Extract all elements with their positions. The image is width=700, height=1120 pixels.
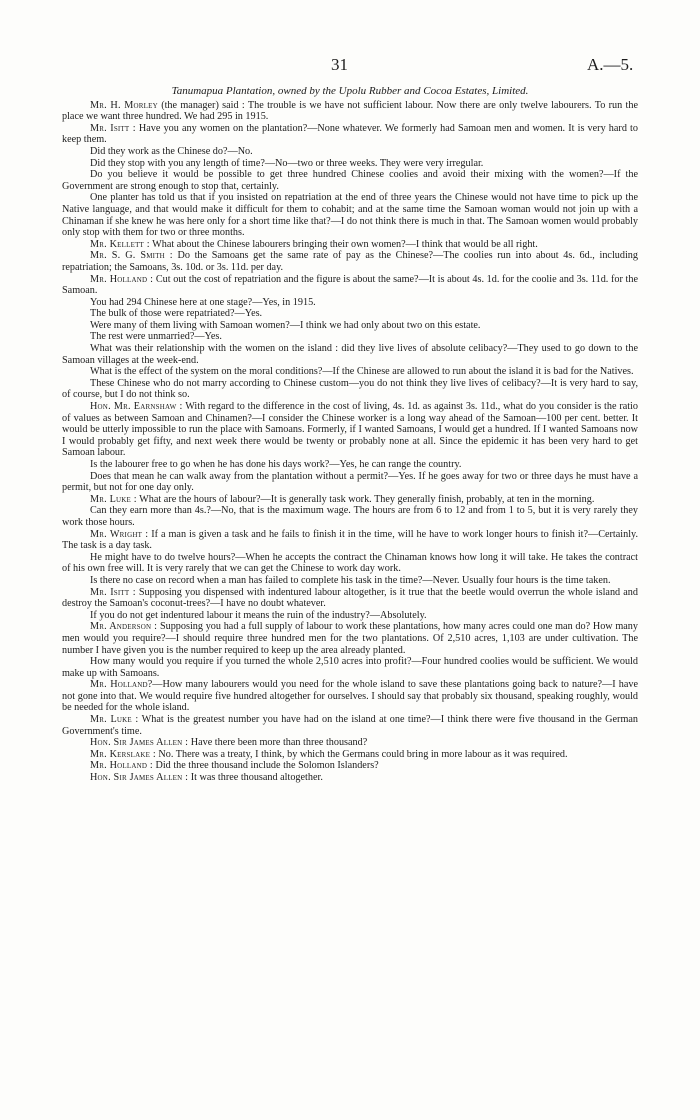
paragraph-text: He might have to do twelve hours?—When he accepts the contract the Chinaman knows how long it will take. He takes the contract of his own free will. It is very rarely that we can get the Chinese to work day work. (62, 551, 638, 575)
paragraph-text: If you do not get indentured labour it means the ruin of the industry?—Absolutely. (90, 609, 427, 621)
speaker-name: Hon. Mr. Earnshaw : (90, 401, 183, 413)
paragraph-text: Did they stop with you any length of time?—No—two or three weeks. They were very irregular. (90, 157, 484, 169)
paragraph-text: What are the hours of labour?—It is generally task work. They generally finish, probably, at ten in the morning. (136, 493, 595, 505)
paragraph-text: Were many of them living with Samoan women?—I think we had only about two on this estate. (90, 319, 481, 331)
paragraph (62, 760, 638, 772)
paragraph-text: One planter has told us that if you insisted on repatriation at the end of three years the Chinese would not have time to pick up the Native language, and that would make it difficult for them to cohabit; and at the same time the Samoan woman would not join up with a Chinaman if she knew he was here only for a short time like that?—I do not think there is much in that. The Samoan women would probably only stop with them for two or three months. (62, 192, 638, 239)
speaker-name: Mr. Isitt : (90, 586, 136, 598)
speaker-name: Mr. Holland (90, 679, 148, 691)
paragraph (62, 679, 638, 714)
paragraph-text: No. There was a treaty, I think, by which the Germans could bring in more labour as it was required. (155, 748, 568, 760)
paragraph (62, 749, 638, 761)
speaker-name: Mr. Holland : (90, 273, 154, 285)
document-reference: A.—5. (587, 55, 634, 74)
paragraph (62, 366, 638, 378)
page-number: 31 (331, 55, 348, 74)
paragraph (62, 239, 638, 251)
paragraph (62, 459, 638, 471)
paragraph (62, 471, 638, 494)
speaker-name: Mr. Isitt : (90, 122, 136, 134)
speaker-name: Mr. S. G. Smith : (90, 250, 173, 262)
paragraph-text: Is the labourer free to go when he has done his days work?—Yes, he can range the country. (90, 459, 462, 470)
paragraph (62, 146, 638, 158)
paragraph-text: Supposing you had a full supply of labour to work these plantations, how many acres could one man do? How many men would you require?—I should require three hundred men for the two plantations. Of 2,510 acres, 1,103 are under cultivation. The number I have given you is the number required to keep up the area already planted. (62, 621, 638, 656)
speaker-name: Mr. Wright : (90, 528, 149, 540)
paragraph-text: Have you any women on the plantation?—None whatever. We formerly had Samoan men and women. It is very hard to keep them. (62, 122, 638, 146)
paragraph-text: Do you believe it would be possible to get three hundred Chinese coolies and avoid their mixing with the women?—If the Government are strong enough to stop that, certainly. (62, 169, 638, 192)
paragraph (62, 250, 638, 273)
paragraph (62, 714, 638, 737)
paragraph (62, 610, 638, 622)
paragraph-text: Supposing you dispensed with indentured labour altogether, is it true that the beetle would overrun the whole island and destroy the Samoan's coconut-trees?—I have no doubt whatever. (62, 586, 638, 610)
speaker-name: Mr. Anderson : (90, 621, 158, 633)
paragraph (62, 378, 638, 401)
paragraph (62, 505, 638, 528)
speaker-name: Mr. Luke : (90, 493, 137, 505)
section-subtitle: Tanumapua Plantation, owned by the Upolu Rubber and Cocoa Estates, Limited. (171, 85, 529, 97)
paragraph-text: (the manager) said : The trouble is we have not sufficient labour. Now there are only twelve labourers. To run the place we want three hundred. We had 295 in 1915. (62, 99, 639, 123)
speaker-name: Mr. Luke : (90, 714, 139, 726)
paragraph (62, 529, 638, 552)
paragraph (62, 123, 638, 146)
paragraph-text: What is the effect of the system on the moral conditions?—If the Chinese are allowed to run about the island it is bad for the Natives. (90, 366, 634, 378)
paragraph-text: Is there no case on record when a man has failed to complete his task in the time?—Never. Usually four hours is the time taken. (90, 574, 611, 586)
paragraph (62, 401, 638, 459)
paragraph (62, 656, 638, 679)
speaker-name: Mr. Holland : (90, 760, 153, 772)
paragraph (62, 158, 638, 170)
speaker-name: Hon. Sir James Allen : (90, 772, 189, 784)
paragraph (62, 297, 638, 309)
paragraph (62, 552, 638, 575)
paragraph-text: Have there been more than three thousand? (188, 737, 368, 749)
paragraph-text: Does that mean he can walk away from the plantation without a permit?—Yes. If he goes away for two or three days he must have a permit, but not for one day only. (62, 470, 638, 494)
paragraph (62, 737, 638, 749)
paragraph-text: It was three thousand altogether. (188, 772, 323, 784)
paragraph-text: Can they earn more than 4s.?—No, that is the maximum wage. The hours are from 6 to 12 and from 1 to 5, but it is very rarely they work those hours. (62, 505, 638, 528)
paragraph-text: With regard to the difference in the cost of living, 4s. 1d. as against 3s. 11d., what do you consider is the ratio of values as between Samoan and Chinamen?—I consider the Chinese worker is a long way ahead of the Samoan—100 per cent. better. It would be utterly impossible to run the place with Samoans. Formerly, if I wanted Samoans, I would get a hundred. If I wanted Samoans now I would probably get fifty, and next week there would be twenty or probably none at all. Since the epidemic it has been very hard to get Samoan labour. (62, 401, 638, 459)
speaker-name: Mr. Kerslake : (90, 748, 156, 760)
paragraph-text: If a man is given a task and he fails to finish it in the time, will he have to work longer hours to finish it?—Certainly. The task is a day task. (62, 528, 638, 552)
paragraph-text: You had 294 Chinese here at one stage?—Yes, in 1915. (90, 296, 316, 308)
speaker-name: Mr. H. Morley (90, 99, 158, 111)
paragraph-list (62, 100, 638, 784)
paragraph-text: The rest were unmarried?—Yes. (90, 331, 222, 343)
paragraph (62, 772, 638, 784)
paragraph (62, 575, 638, 587)
paragraph-text: Did the three thousand include the Solomon Islanders? (152, 760, 379, 772)
paragraph (62, 331, 638, 343)
paragraph-text: The bulk of those were repatriated?—Yes. (90, 308, 263, 320)
paragraph-text: ?—How many labourers would you need for the whole island to save these plantations going back to nature?—I have not gone into that. We would require five hundred altogether for ourselves. I should say that probably six thousand, speaking roughly, would be needed for the whole island. (62, 679, 638, 714)
paragraph (62, 587, 638, 610)
paragraph (62, 274, 638, 297)
paragraph-text: Did they work as the Chinese do?—No. (90, 145, 253, 157)
paragraph (62, 494, 638, 506)
paragraph-text: What was their relationship with the women on the island : did they live lives of absolute celibacy?—They used to go down to the Samoan villages at the week-end. (62, 343, 638, 366)
paragraph (62, 308, 638, 320)
speaker-name: Mr. Kellett : (90, 238, 150, 250)
paragraph-text: Do the Samoans get the same rate of pay as the Chinese?—The coolies run into about 4s. 6d., including repatriation; the Samoans, 3s. 10d. or 3s. 11d. per day. (62, 250, 638, 273)
speaker-name: Hon. Sir James Allen : (90, 737, 189, 749)
paragraph (62, 100, 638, 123)
paragraph (62, 192, 638, 238)
paragraph (62, 320, 638, 332)
paragraph-text: Cut out the cost of repatriation and the figure is about the same?—It is about 4s. 1d. for the coolie and 3s. 11d. for the Samoan. (62, 273, 638, 297)
paragraph (62, 169, 638, 192)
document-body (62, 86, 638, 784)
paragraph-text: What about the Chinese labourers bringing their own women?—I think that would be all right. (149, 238, 538, 250)
paragraph-text: How many would you require if you turned the whole 2,510 acres into profit?—Four hundred coolies would be sufficient. We would make up with Samoans. (62, 656, 638, 679)
paragraph (62, 343, 638, 366)
paragraph-text: These Chinese who do not marry according to Chinese custom—you do not think they live lives of celibacy?—It is very hard to say, of course, but I do not think so. (62, 377, 638, 401)
paragraph (62, 621, 638, 656)
paragraph-text: What is the greatest number you have had on the island at one time?—I think there were five thousand in the German Government's time. (62, 714, 638, 737)
